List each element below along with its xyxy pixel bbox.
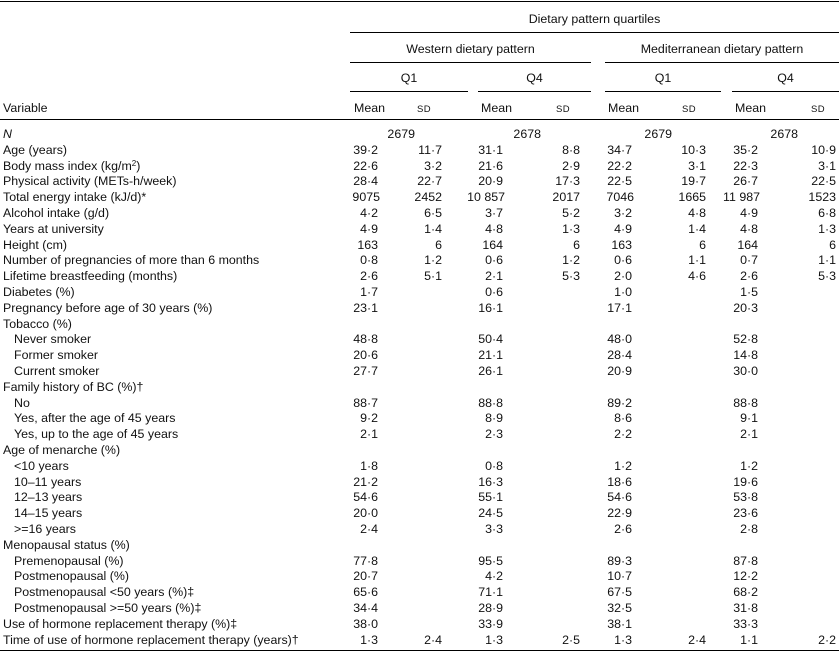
- row-label: [3, 317, 72, 331]
- row-label: [14, 601, 201, 615]
- n-value: 2679: [644, 127, 672, 141]
- row-label: [3, 190, 146, 204]
- row-label: [14, 427, 178, 441]
- mean-value: 34·7: [607, 143, 632, 157]
- mean-header-mq1: Mean: [608, 101, 639, 115]
- sd-value: 3·1: [688, 159, 706, 173]
- mean-value: 3·7: [485, 206, 503, 220]
- sd-value: 19·7: [681, 174, 706, 188]
- percent-value: 10·7: [607, 569, 632, 583]
- row-label: [3, 238, 67, 252]
- percent-value: 8·9: [485, 411, 503, 425]
- row-label: [14, 554, 124, 568]
- sd-value: 6: [829, 238, 836, 252]
- row-label-text: Alcohol intake (g/d): [3, 206, 110, 220]
- mediterranean-q4-header: Q4: [777, 71, 794, 85]
- mean-value: 22·5: [607, 174, 632, 188]
- row-label: [3, 222, 104, 236]
- sd-header-mq4: SD: [811, 104, 825, 115]
- percent-value: 1·7: [360, 285, 378, 299]
- mean-value: 1·3: [614, 633, 632, 647]
- sd-value: 2·4: [688, 633, 706, 647]
- row-label-text: Total energy intake (kJ/d)*: [3, 190, 147, 204]
- top-rule: [0, 1, 839, 2]
- western-q1-header: Q1: [400, 71, 418, 85]
- percent-value: 77·8: [353, 554, 378, 568]
- row-label-text: Time of use of hormone replacement therapy (years)†: [3, 633, 299, 647]
- sd-value: 10·3: [681, 143, 706, 157]
- percent-value: 54·6: [607, 490, 632, 504]
- row-label: [14, 585, 194, 599]
- row-label: [3, 143, 67, 157]
- row-label: [14, 396, 30, 410]
- sd-header-wq4: SD: [556, 104, 570, 115]
- percent-value: 52·8: [733, 332, 758, 346]
- sd-value: 5·1: [424, 269, 442, 283]
- n-value: 2678: [513, 127, 541, 141]
- percent-value: 87·8: [733, 554, 758, 568]
- percent-value: 20·0: [353, 506, 378, 520]
- percent-value: 2·8: [740, 522, 758, 536]
- sd-value: 5·3: [818, 269, 836, 283]
- mean-value: 164: [482, 238, 503, 252]
- percent-value: 2·2: [614, 427, 632, 441]
- row-label-text: Yes, after the age of 45 years: [14, 411, 176, 425]
- sd-header-mq1: SD: [682, 104, 696, 115]
- percent-value: 20·9: [607, 364, 632, 378]
- percent-value: 22·9: [607, 506, 632, 520]
- mean-value: 4·8: [740, 222, 758, 236]
- mean-value: 4·2: [360, 206, 378, 220]
- sd-value: 1665: [678, 190, 706, 204]
- row-label-text: Current smoker: [14, 364, 100, 378]
- percent-value: 48·0: [607, 332, 632, 346]
- percent-value: 95·5: [478, 554, 503, 568]
- mean-value: 0·6: [614, 253, 632, 267]
- sd-header-wq1: SD: [417, 104, 431, 115]
- row-label-text: Tobacco (%): [3, 317, 72, 331]
- percent-value: 28·4: [607, 348, 632, 362]
- row-label: [14, 522, 76, 536]
- western-header: Western dietary pattern: [406, 42, 535, 56]
- row-label-text: Never smoker: [14, 332, 92, 346]
- mean-value: 26·7: [733, 174, 758, 188]
- row-label: [3, 206, 109, 220]
- mediterranean-q1-header: Q1: [654, 71, 672, 85]
- row-label-text: Body mass index (kg/m: [3, 159, 132, 173]
- mean-value: 22·6: [353, 159, 378, 173]
- percent-value: 2·1: [740, 427, 758, 441]
- row-label-text: >=16 years: [14, 522, 76, 536]
- sd-value: 1·4: [424, 222, 442, 236]
- row-label: [14, 459, 69, 473]
- mean-value: 28·4: [353, 174, 378, 188]
- percent-value: 18·6: [607, 475, 632, 489]
- sd-value: 1·1: [688, 253, 706, 267]
- row-label: [3, 253, 259, 267]
- percent-value: 1·0: [614, 285, 632, 299]
- variable-header: Variable: [3, 101, 48, 115]
- mediterranean-underline: [605, 62, 839, 63]
- sd-value: 5·2: [562, 206, 580, 220]
- row-label-text: N: [3, 127, 12, 141]
- sd-value: 1·3: [562, 222, 580, 236]
- percent-value: 4·2: [485, 569, 503, 583]
- row-label: [3, 285, 75, 299]
- percent-value: 2·4: [360, 522, 378, 536]
- mean-value: 0·7: [740, 253, 758, 267]
- row-label: [3, 269, 177, 283]
- sd-value: 2·9: [562, 159, 580, 173]
- sd-value: 6: [573, 238, 580, 252]
- mean-value: 9075: [352, 190, 380, 204]
- percent-value: 71·1: [478, 585, 503, 599]
- sd-value: 1·2: [562, 253, 580, 267]
- sd-value: 5·3: [562, 269, 580, 283]
- percent-value: 3·3: [485, 522, 503, 536]
- mean-value: 22·2: [607, 159, 632, 173]
- percent-value: 33·3: [733, 617, 758, 631]
- row-label: [3, 159, 140, 173]
- percent-value: 17·1: [607, 301, 632, 315]
- sd-value: 2017: [552, 190, 580, 204]
- row-label-text: Physical activity (METs-h/week): [3, 174, 177, 188]
- sd-value: 1·2: [424, 253, 442, 267]
- mean-header-wq1: Mean: [354, 101, 385, 115]
- sd-value: 1·1: [818, 253, 836, 267]
- sd-value: 4·6: [688, 269, 706, 283]
- mean-value: 4·9: [740, 206, 758, 220]
- sd-value: 2452: [414, 190, 442, 204]
- percent-value: 53·8: [733, 490, 758, 504]
- sd-value: 17·3: [555, 174, 580, 188]
- mediterranean-q4-underline: [732, 91, 839, 92]
- row-label: [3, 301, 212, 315]
- percent-value: 23·1: [353, 301, 378, 315]
- mean-value: 31·1: [478, 143, 503, 157]
- sd-value: 11·7: [418, 143, 442, 157]
- mean-value: 2·0: [614, 269, 632, 283]
- percent-value: 50·4: [478, 332, 503, 346]
- row-label: [3, 174, 177, 188]
- percent-value: 19·6: [733, 475, 758, 489]
- sd-value: 22·7: [417, 174, 442, 188]
- row-label: [14, 332, 91, 346]
- percent-value: 0·8: [485, 459, 503, 473]
- row-label: [3, 443, 120, 457]
- mean-value: 35·2: [733, 143, 758, 157]
- mean-value: 11 987: [723, 190, 760, 204]
- mean-value: 0·6: [485, 253, 503, 267]
- percent-value: 23·6: [733, 506, 758, 520]
- sd-value: 4·8: [688, 206, 706, 220]
- percent-value: 20·6: [353, 348, 378, 362]
- row-label-text: Postmenopausal <50 years (%)‡: [14, 585, 195, 599]
- mean-value: 164: [737, 238, 758, 252]
- percent-value: 9·1: [740, 411, 758, 425]
- row-label-text: Age of menarche (%): [3, 443, 121, 457]
- percent-value: 2·1: [360, 427, 378, 441]
- mean-value: 163: [357, 238, 378, 252]
- percent-value: 2·3: [485, 427, 503, 441]
- western-q4-header: Q4: [526, 71, 543, 85]
- sd-value: 6: [699, 238, 706, 252]
- percent-value: 27·7: [353, 364, 378, 378]
- sd-value: 1·4: [688, 222, 706, 236]
- percent-value: 16·3: [478, 475, 503, 489]
- percent-value: 88·8: [733, 396, 758, 410]
- row-label: [3, 617, 237, 631]
- mean-value: 2·6: [740, 269, 758, 283]
- sd-value: 2·2: [818, 633, 836, 647]
- row-label: [14, 411, 175, 425]
- mean-value: 0·8: [360, 253, 378, 267]
- row-label-text: Lifetime breastfeeding (months): [3, 269, 178, 283]
- percent-value: 31·8: [733, 601, 758, 615]
- row-label-text: Number of pregnancies of more than 6 months: [3, 253, 260, 267]
- percent-value: 9·2: [360, 411, 378, 425]
- percent-value: 89·3: [607, 554, 632, 568]
- percent-value: 2·6: [614, 522, 632, 536]
- mean-value: 22·3: [733, 159, 758, 173]
- percent-value: 21·1: [478, 348, 503, 362]
- mean-value: 2·1: [485, 269, 503, 283]
- row-label-tail: ): [136, 159, 141, 173]
- mean-value: 39·2: [353, 143, 378, 157]
- row-label-text: Years at university: [3, 222, 104, 236]
- percent-value: 24·5: [478, 506, 503, 520]
- mean-value: 1·1: [740, 633, 758, 647]
- percent-value: 89·2: [607, 396, 632, 410]
- row-label-text: Former smoker: [14, 348, 98, 362]
- percent-value: 88·7: [353, 396, 378, 410]
- percent-value: 65·6: [353, 585, 378, 599]
- western-q1-underline: [350, 91, 468, 92]
- row-label-text: Postmenopausal >=50 years (%)‡: [14, 601, 202, 615]
- row-label-text: Use of hormone replacement therapy (%)‡: [3, 617, 238, 631]
- row-label-text: Premenopausal (%): [14, 554, 124, 568]
- percent-value: 1·5: [740, 285, 758, 299]
- percent-value: 20·7: [353, 569, 378, 583]
- sd-value: 2·5: [562, 633, 580, 647]
- row-label: [14, 364, 99, 378]
- percent-value: 67·5: [607, 585, 632, 599]
- mean-header-mq4: Mean: [735, 101, 766, 115]
- sd-value: 22·5: [811, 174, 836, 188]
- percent-value: 54·6: [353, 490, 378, 504]
- sd-value: 6·8: [818, 206, 836, 220]
- percent-value: 1·2: [614, 459, 632, 473]
- sd-value: 8·8: [562, 143, 580, 157]
- percent-value: 20·3: [733, 301, 758, 315]
- percent-value: 1·2: [740, 459, 758, 473]
- row-label-text: Yes, up to the age of 45 years: [14, 427, 179, 441]
- row-label: [14, 506, 82, 520]
- quartiles-underline: [350, 32, 839, 33]
- percent-value: 68·2: [733, 585, 758, 599]
- mediterranean-header: Mediterranean dietary pattern: [640, 42, 804, 56]
- row-label-text: Menopausal status (%): [3, 538, 130, 552]
- mean-value: 4·9: [360, 222, 378, 236]
- mean-value: 163: [611, 238, 632, 252]
- mean-value: 7046: [606, 190, 634, 204]
- row-label-text: <10 years: [14, 459, 69, 473]
- percent-value: 33·9: [478, 617, 503, 631]
- percent-value: 38·1: [607, 617, 632, 631]
- row-label-superscript: 2: [131, 159, 137, 168]
- percent-value: 1·8: [360, 459, 378, 473]
- row-label: [3, 127, 12, 141]
- percent-value: 48·8: [353, 332, 378, 346]
- mean-value: 4·9: [614, 222, 632, 236]
- sd-value: 10·9: [811, 143, 836, 157]
- percent-value: 12·2: [733, 569, 758, 583]
- percent-value: 55·1: [478, 490, 503, 504]
- percent-value: 34·4: [353, 601, 378, 615]
- row-label-text: Family history of BC (%)†: [3, 380, 144, 394]
- row-label: [3, 380, 143, 394]
- percent-value: 32·5: [607, 601, 632, 615]
- row-label: [3, 538, 130, 552]
- row-label: [14, 490, 82, 504]
- western-underline: [350, 62, 591, 63]
- sd-value: 1523: [808, 190, 836, 204]
- sd-value: 6·5: [424, 206, 442, 220]
- mean-value: 21·6: [478, 159, 503, 173]
- mean-value: 2·6: [360, 269, 378, 283]
- sd-value: 3·1: [818, 159, 836, 173]
- n-value: 2679: [387, 127, 415, 141]
- row-label-text: 12–13 years: [14, 490, 83, 504]
- row-label-text: 14–15 years: [14, 506, 83, 520]
- percent-value: 88·8: [478, 396, 503, 410]
- sd-value: 6: [435, 238, 442, 252]
- row-label: [14, 569, 129, 583]
- percent-value: 30·0: [733, 364, 758, 378]
- row-label-text: Diabetes (%): [3, 285, 75, 299]
- mean-value: 20·9: [478, 174, 503, 188]
- row-label-text: Age (years): [3, 143, 68, 157]
- sd-value: 1·3: [818, 222, 836, 236]
- row-label: [14, 348, 98, 362]
- mean-value: 4·8: [485, 222, 503, 236]
- mean-value: 1·3: [485, 633, 503, 647]
- percent-value: 28·9: [478, 601, 503, 615]
- n-value: 2678: [770, 127, 798, 141]
- mean-value: 10 857: [467, 190, 505, 204]
- row-label-text: 10–11 years: [14, 475, 82, 489]
- quartiles-header: Dietary pattern quartiles: [528, 12, 661, 26]
- percent-value: 26·1: [478, 364, 503, 378]
- percent-value: 8·6: [614, 411, 632, 425]
- percent-value: 16·1: [478, 301, 503, 315]
- row-label: [14, 475, 81, 489]
- percent-value: 21·2: [353, 475, 378, 489]
- mediterranean-q1-underline: [605, 91, 721, 92]
- western-q4-underline: [478, 91, 591, 92]
- mean-value: 1·3: [360, 633, 378, 647]
- mean-value: 3·2: [614, 206, 632, 220]
- row-label-text: Pregnancy before age of 30 years (%): [3, 301, 213, 315]
- percent-value: 14·8: [733, 348, 758, 362]
- row-label-text: Postmenopausal (%): [14, 569, 130, 583]
- percent-value: 0·6: [485, 285, 503, 299]
- bottom-rule: [0, 650, 839, 651]
- header-bottom-rule: [0, 119, 839, 120]
- mean-header-wq4: Mean: [481, 101, 512, 115]
- row-label-text: No: [14, 396, 30, 410]
- percent-value: 38·0: [353, 617, 378, 631]
- row-label: [3, 633, 299, 647]
- row-label-text: Height (cm): [3, 238, 68, 252]
- sd-value: 2·4: [424, 633, 442, 647]
- sd-value: 3·2: [424, 159, 442, 173]
